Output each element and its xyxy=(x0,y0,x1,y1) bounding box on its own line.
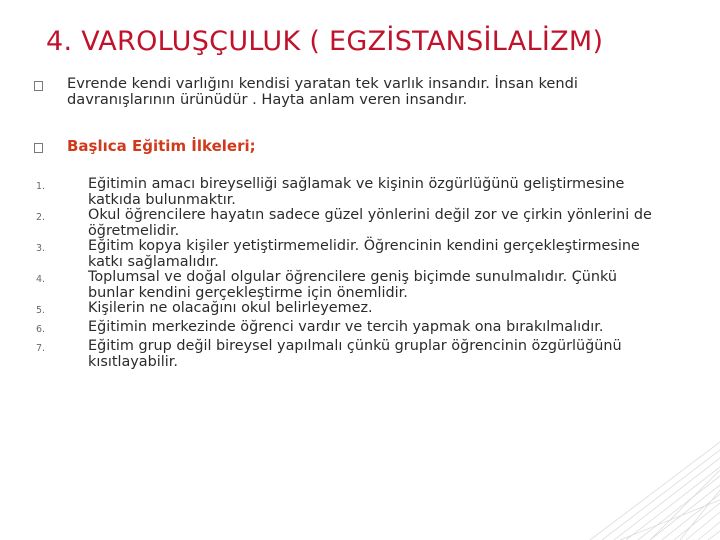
slide-title: 4. VAROLUŞÇULUK ( EGZİSTANSİLALİZM) xyxy=(46,26,604,57)
item-text: Eğitimin amacı bireyselliği sağlamak ve kişinin özgürlüğünü geliştirmesine katkıda bulunmaktır. xyxy=(88,176,625,208)
list-item xyxy=(36,320,666,339)
item-text: Eğitim kopya kişiler yetiştirmemelidir. Öğrencinin kendini gerçekleştirmesine katkı sağlamalıdır. xyxy=(88,238,640,270)
list-item xyxy=(36,177,666,208)
item-number: 7. xyxy=(36,343,46,354)
list-item xyxy=(36,301,666,320)
intro-text: Evrende kendi varlığını kendisi yaratan tek varlık insandır. İnsan kendi davranışlarının ürünüdür . Hayta anlam veren insandır. xyxy=(67,75,578,108)
item-number: 2. xyxy=(36,212,46,223)
corner-decoration xyxy=(580,440,720,540)
principles-list xyxy=(36,177,666,370)
item-number: 1. xyxy=(36,181,46,192)
square-bullet-icon xyxy=(34,81,43,91)
list-item xyxy=(36,270,666,301)
list-item xyxy=(36,208,666,239)
item-number: 6. xyxy=(36,324,46,335)
principles-heading: Başlıca Eğitim İlkeleri; xyxy=(67,137,256,155)
item-number: 5. xyxy=(36,305,46,316)
item-number: 3. xyxy=(36,243,46,254)
list-item xyxy=(36,339,666,370)
item-text: Toplumsal ve doğal olgular öğrencilere geniş biçimde sunulmalıdır. Çünkü bunlar kendini gerçekleştirme için önemlidir. xyxy=(88,269,618,301)
list-item xyxy=(36,239,666,270)
intro-bullet xyxy=(34,76,674,108)
item-text: Eğitim grup değil bireysel yapılmalı çünkü gruplar öğrencinin özgürlüğünü kısıtlayabilir. xyxy=(88,338,622,370)
item-text: Eğitimin merkezinde öğrenci vardır ve tercih yapmak ona bırakılmalıdır. xyxy=(88,319,604,335)
item-text: Kişilerin ne olacağını okul belirleyemez. xyxy=(88,300,373,316)
square-bullet-icon xyxy=(34,143,43,153)
principles-heading-bullet xyxy=(34,138,674,154)
item-text: Okul öğrencilere hayatın sadece güzel yönlerini değil zor ve çirkin yönlerini de öğretmelidir. xyxy=(88,207,652,239)
item-number: 4. xyxy=(36,274,46,285)
